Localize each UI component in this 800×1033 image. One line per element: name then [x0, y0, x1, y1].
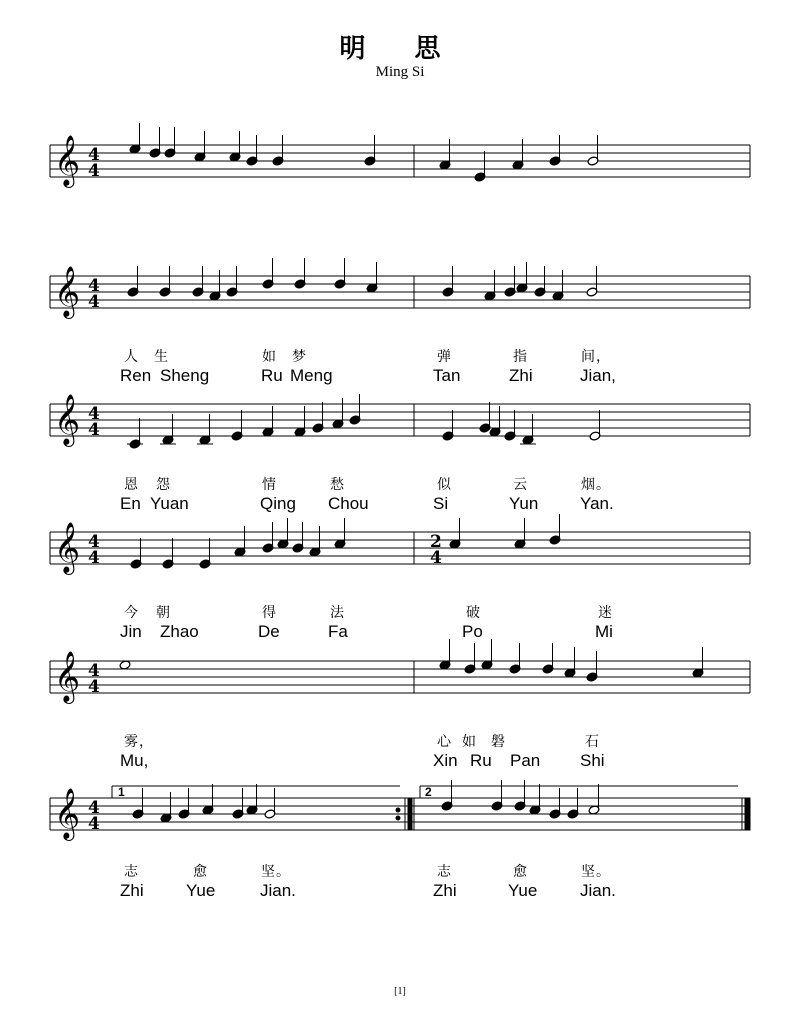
lyric-syllable: 今 [124, 605, 139, 621]
lyric-syllable: Mi [595, 622, 613, 641]
time-signature-top: 4 [88, 532, 100, 552]
lyric-syllable: 愁 [330, 477, 345, 493]
time-signature-bottom: 4 [88, 548, 100, 568]
time-signature-top: 4 [88, 145, 100, 165]
staff-system [50, 123, 750, 188]
lyric-syllable: Yue [186, 881, 216, 900]
lyric-syllable: 人 [124, 349, 139, 365]
page-number: [1] [394, 986, 406, 997]
lyric-syllable: 如 [262, 349, 277, 365]
notes [127, 394, 601, 449]
treble-clef-icon: 𝄞 [54, 651, 81, 702]
time-signature-bottom: 4 [88, 161, 100, 181]
lyric-syllable: Meng [290, 366, 333, 385]
lyric-syllable: 指 [513, 349, 528, 365]
lyric-syllable: Xin [433, 751, 458, 770]
lyric-syllable: 心 [437, 734, 452, 750]
lyric-syllable: 云 [513, 477, 528, 493]
song-subtitle: Ming Si [375, 64, 425, 80]
lyric-syllable: 磐 [491, 734, 506, 750]
treble-clef-icon: 𝄞 [54, 135, 81, 186]
lyric-syllable: Yan. [580, 494, 614, 513]
repeat-dot [396, 816, 400, 820]
treble-clef-icon: 𝄞 [54, 522, 81, 573]
lyric-syllable: 石 [585, 734, 600, 750]
lyric-syllable: 恩 [124, 477, 139, 493]
song-title: 明 思 [339, 34, 461, 64]
lyric-syllable: Ren [120, 366, 152, 385]
time-signature-change-bottom: 4 [430, 548, 442, 568]
treble-clef-icon: 𝄞 [54, 394, 81, 445]
lyric-syllable: En [120, 494, 141, 513]
lyric-syllable: Si [433, 494, 449, 513]
lyric-syllable: Sheng [160, 366, 210, 385]
time-signature-top: 4 [88, 798, 100, 818]
lyric-syllable: Zhao [160, 622, 199, 641]
lyric-syllable: Mu, [120, 751, 149, 770]
lyric-syllable: 朝 [156, 605, 171, 621]
lyric-syllable: Jian. [260, 881, 296, 900]
staff-system [50, 780, 750, 841]
lyric-syllable: Zhi [433, 881, 457, 900]
lyric-syllable: 间， [581, 349, 611, 365]
time-signature-top: 4 [88, 276, 100, 296]
lyric-syllable: Ru [261, 366, 283, 385]
lyric-syllable: Yuan [150, 494, 189, 513]
lyric-syllable: 破 [466, 605, 481, 621]
lyric-syllable: 志 [437, 864, 452, 880]
lyric-syllable: 梦 [292, 349, 307, 365]
time-signature-top: 4 [88, 404, 100, 424]
lyric-syllable: 似 [437, 477, 452, 493]
treble-clef-icon: 𝄞 [54, 266, 81, 317]
notes [127, 258, 598, 301]
lyric-syllable: De [258, 622, 280, 641]
lyric-syllable: 愈 [193, 864, 208, 880]
lyric-syllable: 雾， [124, 734, 154, 750]
lyric-syllable: Chou [328, 494, 369, 513]
time-signature-bottom: 4 [88, 420, 100, 440]
ending-label-2: 2 [425, 785, 432, 799]
treble-clef-icon: 𝄞 [54, 788, 81, 839]
time-signature-top: 4 [88, 661, 100, 681]
lyric-syllable: Tan [433, 366, 461, 385]
lyric-syllable: 坚。 [261, 864, 291, 880]
final-barline-thick [745, 798, 750, 830]
lyric-syllable: Jian. [580, 881, 616, 900]
lyric-syllable: 情 [262, 477, 277, 493]
staff-system [50, 394, 750, 449]
lyric-syllable: Shi [580, 751, 605, 770]
lyric-syllable: 如 [462, 734, 477, 750]
lyric-syllable: Jin [120, 622, 142, 641]
repeat-barline-thick [408, 798, 412, 830]
lyric-syllable: Ru [470, 751, 492, 770]
staff-system [50, 258, 750, 319]
ending-label-1: 1 [118, 785, 125, 799]
notes [130, 514, 561, 569]
lyric-syllable: 愈 [513, 864, 528, 880]
lyric-syllable: Yun [509, 494, 539, 513]
lyric-syllable: Jian, [580, 366, 616, 385]
lyric-syllable: Pan [510, 751, 541, 770]
lyric-syllable: 坚。 [581, 864, 611, 880]
lyric-syllable: Yue [508, 881, 538, 900]
lyric-syllable: Zhi [120, 881, 144, 900]
lyric-syllable: Zhi [509, 366, 533, 385]
lyric-syllable: Qing [260, 494, 296, 513]
lyric-syllable: Po [462, 622, 483, 641]
lyric-syllable: 志 [124, 864, 139, 880]
repeat-dot [396, 808, 400, 812]
staff-system [50, 639, 750, 704]
staff-system [50, 514, 750, 575]
lyric-syllable: 弹 [437, 349, 452, 365]
lyric-syllable: Fa [328, 622, 348, 641]
lyric-syllable: 得 [262, 605, 277, 621]
lyric-syllable: 生 [154, 349, 169, 365]
time-signature-bottom: 4 [88, 292, 100, 312]
lyric-syllable: 迷 [598, 605, 613, 621]
time-signature-bottom: 4 [88, 814, 100, 834]
time-signature-bottom: 4 [88, 677, 100, 697]
time-signature-change-top: 2 [430, 532, 442, 552]
lyric-syllable: 法 [330, 605, 345, 621]
lyric-syllable: 烟。 [581, 477, 611, 493]
lyric-syllable: 怨 [156, 477, 171, 493]
